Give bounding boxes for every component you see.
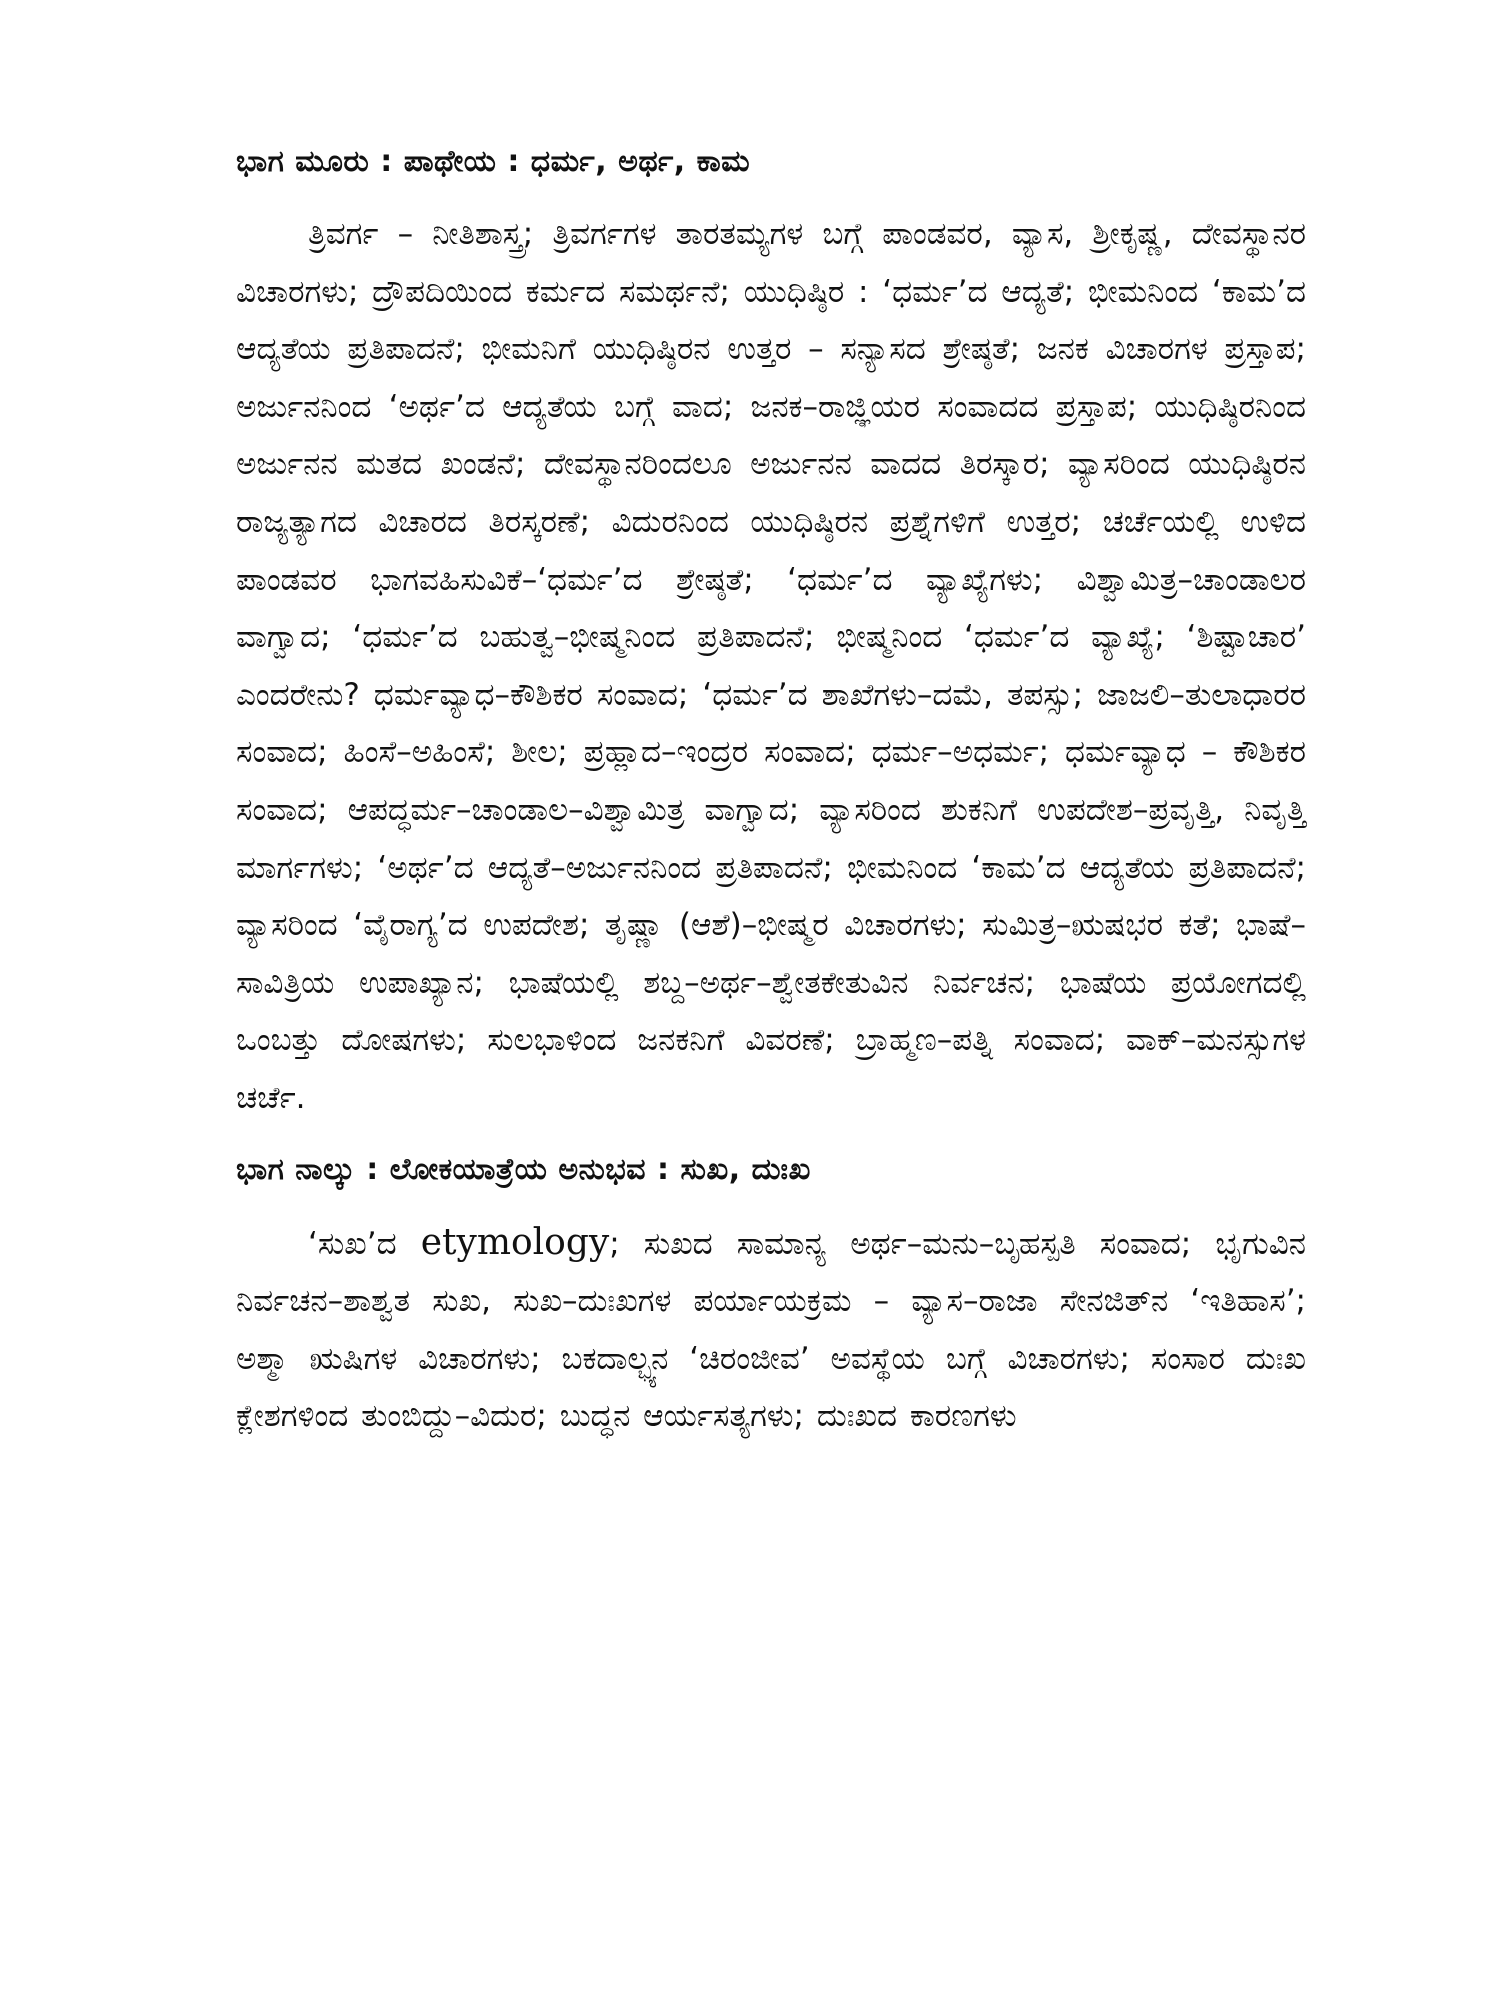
section-3-heading: ಭಾಗ ಮೂರು : ಪಾಥೇಯ : ಧರ್ಮ, ಅರ್ಥ, ಕಾಮ (236, 144, 751, 179)
section-3-paragraph: ತ್ರಿವರ್ಗ – ನೀತಿಶಾಸ್ತ್ರ; ತ್ರಿವರ್ಗಗಳ ತಾರತಮ್ಯಗಳ ಬಗ್ಗೆ ಪಾಂಡವರ, ವ್ಯಾಸ, ಶ್ರೀಕೃಷ್ಣ, ದೇವಸ್ಥಾನರ ವಿಚಾರಗಳು; ದ್ರೌಪದಿಯಿಂದ ಕರ್ಮದ ಸಮರ್ಥನೆ; ಯುಧಿಷ್ಠಿರ : ‘ಧರ್ಮ’ದ ಆದ್ಯತೆ; ಭೀಮನಿಂದ ‘ಕಾಮ’ದ ಆದ್ಯತೆಯ ಪ್ರತಿಪಾದನೆ; ಭೀಮನಿಗೆ ಯುಧಿಷ್ಠಿರನ ಉತ್ತರ – ಸನ್ಯಾಸದ ಶ್ರೇಷ್ಠತೆ; ಜನಕ ವಿಚಾರಗಳ ಪ್ರಸ್ತಾಪ; ಅರ್ಜುನನಿಂದ ‘ಅರ್ಥ’ದ ಆದ್ಯತೆಯ ಬಗ್ಗೆ ವಾದ; ಜನಕ–ರಾಜ್ಞಿಯರ ಸಂವಾದದ ಪ್ರಸ್ತಾಪ; ಯುಧಿಷ್ಠಿರನಿಂದ ಅರ್ಜುನನ ಮತದ ಖಂಡನೆ; ದೇವಸ್ಥಾನರಿಂದಲೂ ಅರ್ಜುನನ ವಾದದ ತಿರಸ್ಕಾರ; ವ್ಯಾಸರಿಂದ ಯುಧಿಷ್ಠಿರನ ರಾಜ್ಯತ್ಯಾಗದ ವಿಚಾರದ ತಿರಸ್ಕರಣೆ; ವಿದುರನಿಂದ ಯುಧಿಷ್ಠಿರನ ಪ್ರಶ್ನೆಗಳಿಗೆ ಉತ್ತರ; ಚರ್ಚೆಯಲ್ಲಿ ಉಳಿದ ಪಾಂಡವರ ಭಾಗವಹಿಸುವಿಕೆ–‘ಧರ್ಮ’ದ ಶ್ರೇಷ್ಠತೆ; ‘ಧರ್ಮ’ದ ವ್ಯಾಖ್ಯೆಗಳು; ವಿಶ್ವಾಮಿತ್ರ–ಚಾಂಡಾಲರ ವಾಗ್ವಾದ; ‘ಧರ್ಮ’ದ ಬಹುತ್ವ–ಭೀಷ್ಮನಿಂದ ಪ್ರತಿಪಾದನೆ; ಭೀಷ್ಮನಿಂದ ‘ಧರ್ಮ’ದ ವ್ಯಾಖ್ಯೆ; ‘ಶಿಷ್ಟಾಚಾರ’ ಎಂದರೇನು? ಧರ್ಮವ್ಯಾಧ–ಕೌಶಿಕರ ಸಂವಾದ; ‘ಧರ್ಮ’ದ ಶಾಖೆಗಳು–ದಮೆ, ತಪಸ್ಸು; ಜಾಜಲಿ–ತುಲಾಧಾರರ ಸಂವಾದ; ಹಿಂಸೆ–ಅಹಿಂಸೆ; ಶೀಲ; ಪ್ರಹ್ಲಾದ–ಇಂದ್ರರ ಸಂವಾದ; ಧರ್ಮ–ಅಧರ್ಮ; ಧರ್ಮವ್ಯಾಧ – ಕೌಶಿಕರ ಸಂವಾದ; ಆಪದ್ಧರ್ಮ–ಚಾಂಡಾಲ–ವಿಶ್ವಾಮಿತ್ರ ವಾಗ್ವಾದ; ವ್ಯಾಸರಿಂದ ಶುಕನಿಗೆ ಉಪದೇಶ–ಪ್ರವೃತ್ತಿ, ನಿವೃತ್ತಿ ಮಾರ್ಗಗಳು; ‘ಅರ್ಥ’ದ ಆದ್ಯತೆ–ಅರ್ಜುನನಿಂದ ಪ್ರತಿಪಾದನೆ; ಭೀಮನಿಂದ ‘ಕಾಮ’ದ ಆದ್ಯತೆಯ ಪ್ರತಿಪಾದನೆ; ವ್ಯಾಸರಿಂದ ‘ವೈರಾಗ್ಯ’ದ ಉಪದೇಶ; ತೃಷ್ಣಾ (ಆಶೆ)–ಭೀಷ್ಮರ ವಿಚಾರಗಳು; ಸುಮಿತ್ರ–ಋಷಭರ ಕತೆ; ಭಾಷೆ–ಸಾವಿತ್ರಿಯ ಉಪಾಖ್ಯಾನ; ಭಾಷೆಯಲ್ಲಿ ಶಬ್ದ–ಅರ್ಥ–ಶ್ವೇತಕೇತುವಿನ ನಿರ್ವಚನ; ಭಾಷೆಯ ಪ್ರಯೋಗದಲ್ಲಿ ಒಂಬತ್ತು ದೋಷಗಳು; ಸುಲಭಾಳಿಂದ ಜನಕನಿಗೆ ವಿವರಣೆ; ಬ್ರಾಹ್ಮಣ–ಪತ್ನಿ ಸಂವಾದ; ವಾಕ್–ಮನಸ್ಸುಗಳ ಚರ್ಚೆ. (236, 216, 1306, 1116)
section-4-heading: ಭಾಗ ನಾಲ್ಕು : ಲೋಕಯಾತ್ರೆಯ ಅನುಭವ : ಸುಖ, ದುಃಖ (236, 1151, 811, 1187)
etymology-word: etymology (420, 1221, 610, 1263)
section-4-paragraph-rest: ; ಸುಖದ ಸಾಮಾನ್ಯ ಅರ್ಥ–ಮನು–ಬೃಹಸ್ಪತಿ ಸಂವಾದ; ಭೃಗುವಿನ ನಿರ್ವಚನ–ಶಾಶ್ವತ ಸುಖ, ಸುಖ–ದುಃಖಗಳ ಪರ್ಯಾಯಕ್ರಮ – ವ್ಯಾಸ–ರಾಜಾ ಸೇನಜಿತ್‌ನ ‘ಇತಿಹಾಸ’; ಅಶ್ಮಾ ಋಷಿಗಳ ವಿಚಾರಗಳು; ಬಕದಾಲ್ಭ್ಯನ ‘ಚಿರಂಜೀವ’ ಅವಸ್ಥೆಯ ಬಗ್ಗೆ ವಿಚಾರಗಳು; ಸಂಸಾರ ದುಃಖ ಕ್ಲೇಶಗಳಿಂದ ತುಂಬಿದ್ದು–ವಿದುರ; ಬುದ್ಧನ ಆರ್ಯಸತ್ಯಗಳು; ದುಃಖದ ಕಾರಣಗಳು (236, 1225, 1306, 1435)
document-page (236, 140, 1306, 1446)
section-4-paragraph (236, 1214, 1306, 1446)
section-4-paragraph-start: ‘ಸುಖ’ದ (308, 1225, 421, 1262)
